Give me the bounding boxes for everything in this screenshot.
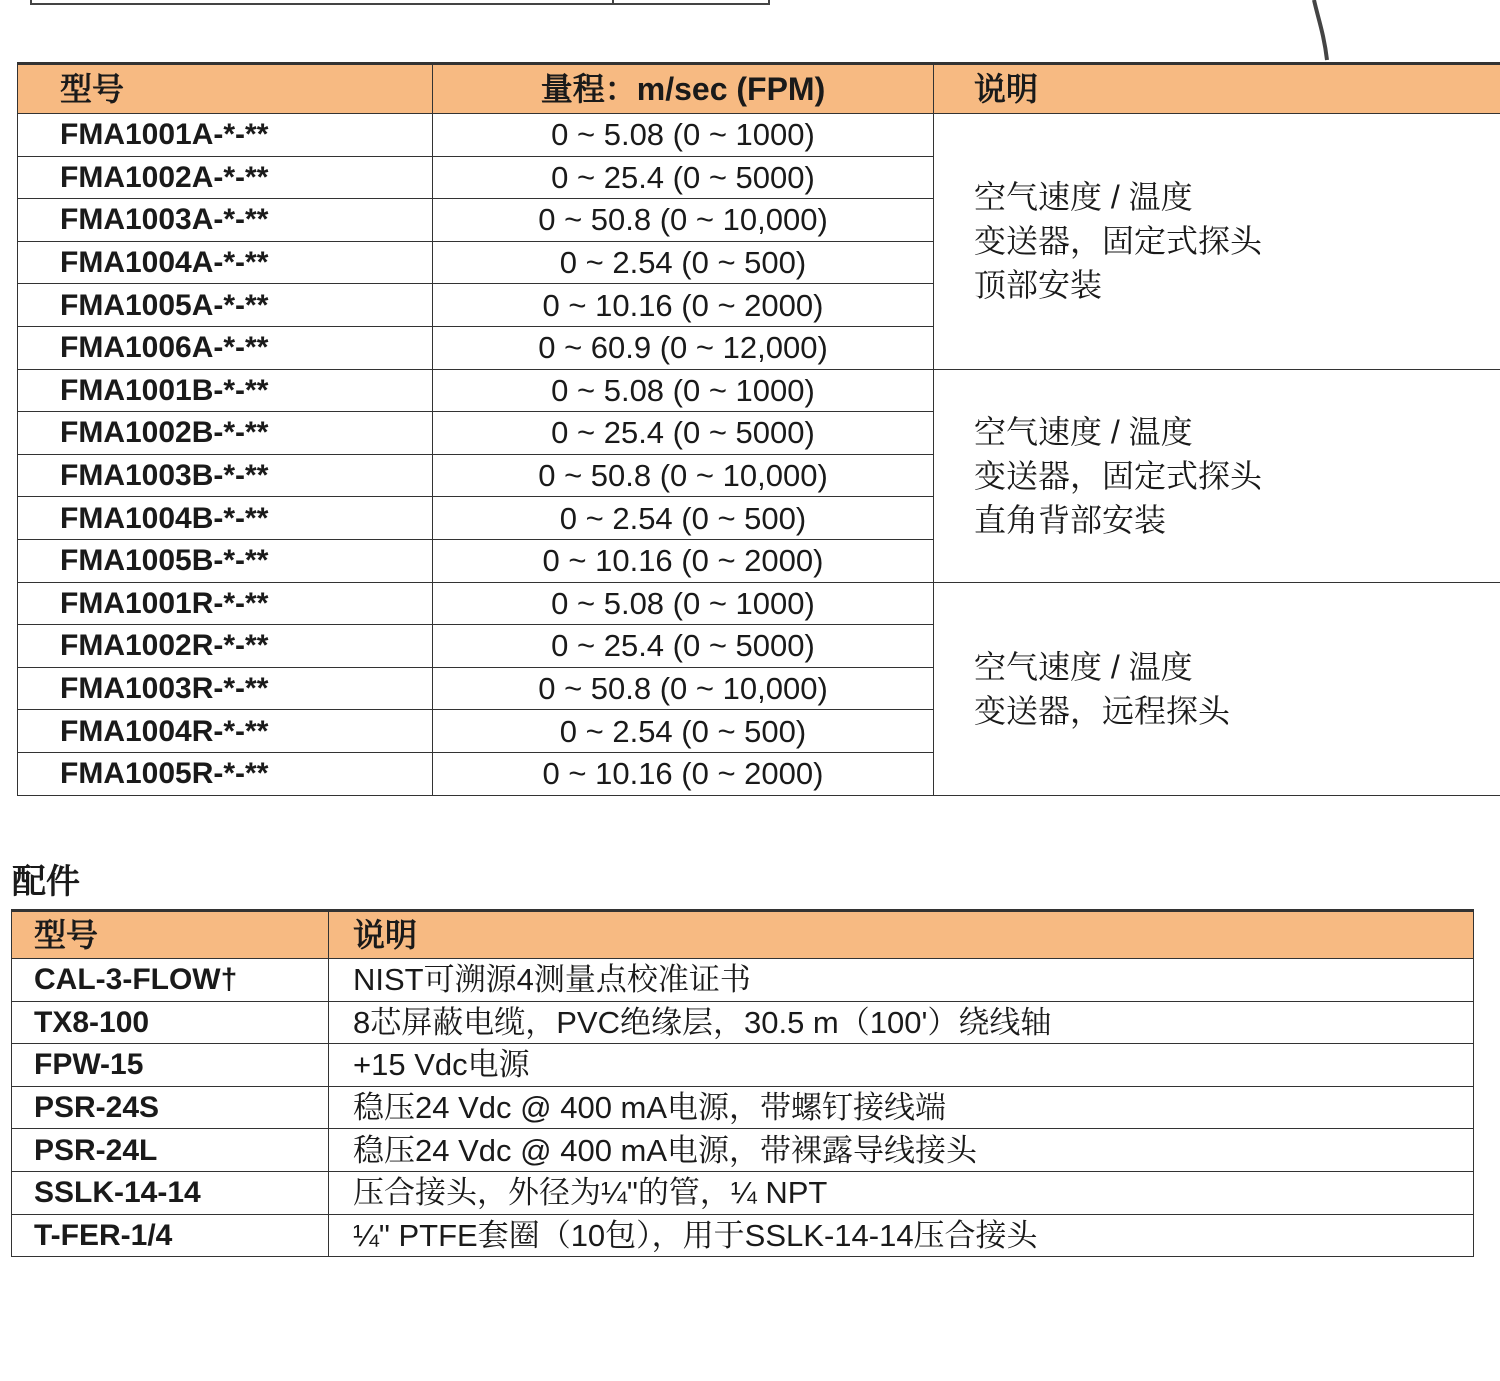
accessory-model-cell: SSLK-14-14: [12, 1171, 329, 1214]
model-number-cell: FMA1005A-*-**: [18, 284, 433, 327]
model-table-header-row: [18, 64, 1500, 114]
accessory-description-cell: 压合接头，外径为¼"的管，¼ NPT: [329, 1171, 1474, 1214]
group-description-cell: [934, 369, 1500, 582]
range-cell: 0 ~ 50.8 (0 ~ 10,000): [433, 454, 934, 497]
range-cell: 0 ~ 25.4 (0 ~ 5000): [433, 625, 934, 668]
range-cell: 0 ~ 50.8 (0 ~ 10,000): [433, 667, 934, 710]
model-range-table: [17, 62, 1500, 796]
range-cell: 0 ~ 2.54 (0 ~ 500): [433, 710, 934, 753]
model-number-cell: FMA1004B-*-**: [18, 497, 433, 540]
accessory-description-cell: NIST可溯源4测量点校准证书: [329, 959, 1474, 1002]
model-number-cell: FMA1003A-*-**: [18, 199, 433, 242]
cropped-table-fragment: [30, 0, 770, 5]
range-cell: 0 ~ 10.16 (0 ~ 2000): [433, 752, 934, 795]
range-cell: 0 ~ 2.54 (0 ~ 500): [433, 241, 934, 284]
model-number-cell: FMA1002B-*-**: [18, 412, 433, 455]
range-cell: 0 ~ 5.08 (0 ~ 1000): [433, 582, 934, 625]
model-number-cell: FMA1004R-*-**: [18, 710, 433, 753]
accessory-model-cell: TX8-100: [12, 1001, 329, 1044]
accessory-description-cell: 稳压24 Vdc @ 400 mA电源，带裸露导线接头: [329, 1129, 1474, 1172]
table-row: [18, 369, 1500, 412]
model-number-cell: FMA1002A-*-**: [18, 156, 433, 199]
model-number-cell: FMA1006A-*-**: [18, 326, 433, 369]
model-number-cell: FMA1004A-*-**: [18, 241, 433, 284]
accessories-header-row: [12, 911, 1474, 959]
model-number-cell: FMA1005R-*-**: [18, 752, 433, 795]
acc-header-description: 说明: [329, 911, 1474, 959]
model-number-cell: FMA1003B-*-**: [18, 454, 433, 497]
description-line: 变送器，固定式探头: [974, 457, 1263, 494]
header-model: 型号: [18, 64, 433, 114]
model-number-cell: FMA1005B-*-**: [18, 539, 433, 582]
table-row: [12, 1086, 1474, 1129]
model-number-cell: FMA1001B-*-**: [18, 369, 433, 412]
accessory-description-cell: +15 Vdc电源: [329, 1044, 1474, 1087]
description-line: 顶部安装: [974, 267, 1103, 304]
range-cell: 0 ~ 50.8 (0 ~ 10,000): [433, 199, 934, 242]
description-line: 直角背部安装: [974, 501, 1167, 538]
accessory-description-cell: 8芯屏蔽电缆，PVC绝缘层，30.5 m（100'）绕线轴: [329, 1001, 1474, 1044]
table-row: [18, 114, 1500, 157]
accessory-description-cell: ¼" PTFE套圈（10包），用于SSLK-14-14压合接头: [329, 1214, 1474, 1257]
table-row: [12, 1171, 1474, 1214]
description-line: 变送器，远程探头: [974, 692, 1231, 729]
table-row: [12, 1214, 1474, 1257]
accessory-model-cell: T-FER-1/4: [12, 1214, 329, 1257]
table-row: [12, 959, 1474, 1002]
accessory-model-cell: FPW-15: [12, 1044, 329, 1087]
header-description: 说明: [934, 64, 1500, 114]
model-number-cell: FMA1001A-*-**: [18, 114, 433, 157]
accessory-model-cell: PSR-24L: [12, 1129, 329, 1172]
range-cell: 0 ~ 2.54 (0 ~ 500): [433, 497, 934, 540]
range-cell: 0 ~ 60.9 (0 ~ 12,000): [433, 326, 934, 369]
cropped-table-divider: [612, 0, 614, 3]
probe-cable-line: [1300, 0, 1340, 62]
table-row: [18, 582, 1500, 625]
range-cell: 0 ~ 10.16 (0 ~ 2000): [433, 284, 934, 327]
range-cell: 0 ~ 25.4 (0 ~ 5000): [433, 412, 934, 455]
accessory-description-cell: 稳压24 Vdc @ 400 mA电源，带螺钉接线端: [329, 1086, 1474, 1129]
accessory-model-cell: CAL-3-FLOW†: [12, 959, 329, 1002]
model-number-cell: FMA1001R-*-**: [18, 582, 433, 625]
table-row: [12, 1129, 1474, 1172]
group-description-cell: [934, 582, 1500, 795]
acc-header-model: 型号: [12, 911, 329, 959]
model-number-cell: FMA1002R-*-**: [18, 625, 433, 668]
range-cell: 0 ~ 5.08 (0 ~ 1000): [433, 114, 934, 157]
accessories-table-body: [12, 959, 1474, 1257]
description-line: 变送器，固定式探头: [974, 223, 1263, 260]
accessories-table: [11, 909, 1474, 1257]
table-row: [12, 1044, 1474, 1087]
range-cell: 0 ~ 5.08 (0 ~ 1000): [433, 369, 934, 412]
description-line: 空气速度 / 温度: [974, 179, 1193, 216]
range-cell: 0 ~ 10.16 (0 ~ 2000): [433, 539, 934, 582]
accessories-title: 配件: [12, 863, 80, 901]
header-range: 量程：m/sec (FPM): [433, 64, 934, 114]
table-row: [12, 1001, 1474, 1044]
range-cell: 0 ~ 25.4 (0 ~ 5000): [433, 156, 934, 199]
group-description-cell: [934, 114, 1500, 370]
accessory-model-cell: PSR-24S: [12, 1086, 329, 1129]
description-line: 空气速度 / 温度: [974, 413, 1193, 450]
model-number-cell: FMA1003R-*-**: [18, 667, 433, 710]
description-line: 空气速度 / 温度: [974, 648, 1193, 685]
model-table-body: [18, 114, 1500, 796]
